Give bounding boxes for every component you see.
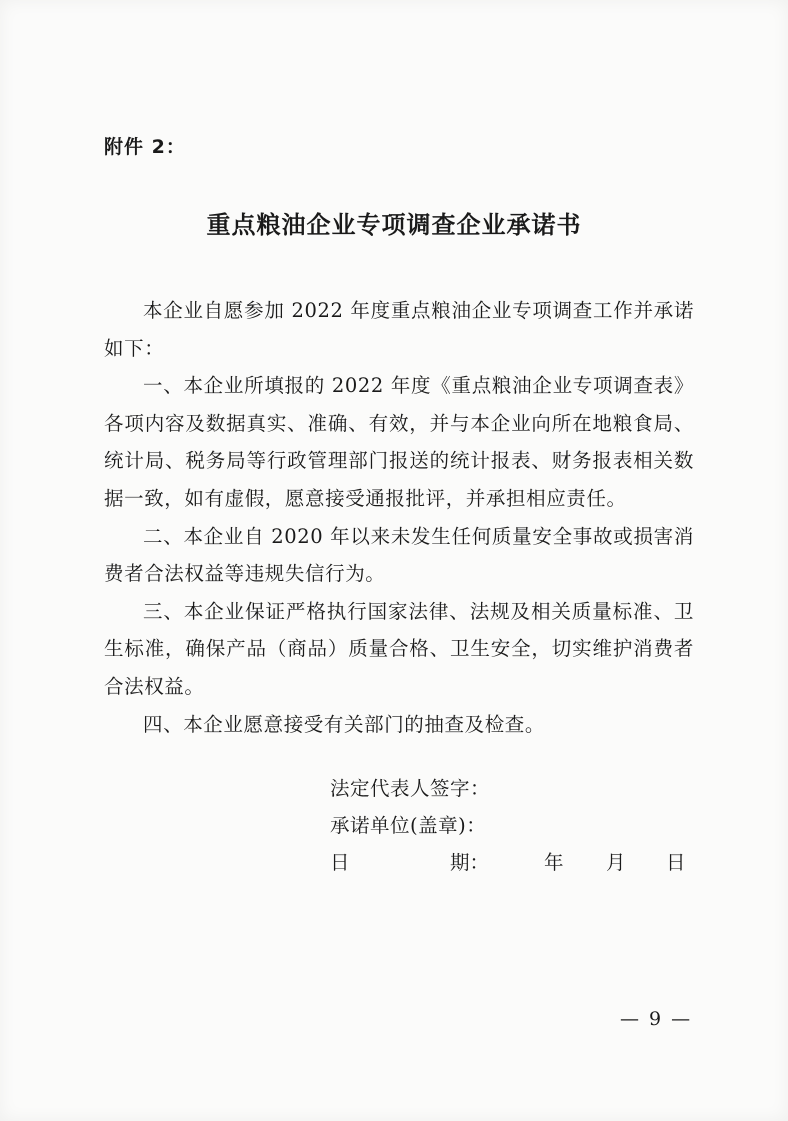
date-year-label: 年 <box>544 851 564 874</box>
attachment-label: 附件 2： <box>104 136 186 158</box>
page-number: — 9 — <box>620 1008 693 1030</box>
date-label-ri: 日 <box>330 851 350 874</box>
intro-paragraph: 本企业自愿参加 2022 年度重点粮油企业专项调查工作并承诺如下： <box>104 299 694 360</box>
commitment-item-3: 三、本企业保证严格执行国家法律、法规及相关质量标准、卫生标准，确保产品（商品）质量合格、卫生安全，切实维护消费者合法权益。 <box>104 599 694 698</box>
date-day-label: 日 <box>666 851 686 874</box>
signature-block <box>330 770 700 881</box>
date-label-qi: 期： <box>450 851 490 874</box>
commitment-item-1: 一、本企业所填报的 2022 年度《重点粮油企业专项调查表》各项内容及数据真实、准确、有效，并与本企业向所在地粮食局、统计局、税务局等行政管理部门报送的统计报表、财务报表相关数据一致，如有虚假，愿意接受通报批评，并承担相应责任。 <box>104 374 694 510</box>
date-line <box>330 844 700 881</box>
document-title: 重点粮油企业专项调查企业承诺书 <box>206 211 582 239</box>
commitment-item-4: 四、本企业愿意接受有关部门的抽查及检查。 <box>143 712 546 736</box>
commitment-body <box>104 292 694 743</box>
commitment-item-2: 二、本企业自 2020 年以来未发生任何质量安全事故或损害消费者合法权益等违规失信行为。 <box>104 524 694 586</box>
committing-unit-seal-label: 承诺单位(盖章)： <box>330 814 487 837</box>
date-month-label: 月 <box>606 851 626 874</box>
legal-representative-signature-label: 法定代表人签字： <box>330 777 491 800</box>
